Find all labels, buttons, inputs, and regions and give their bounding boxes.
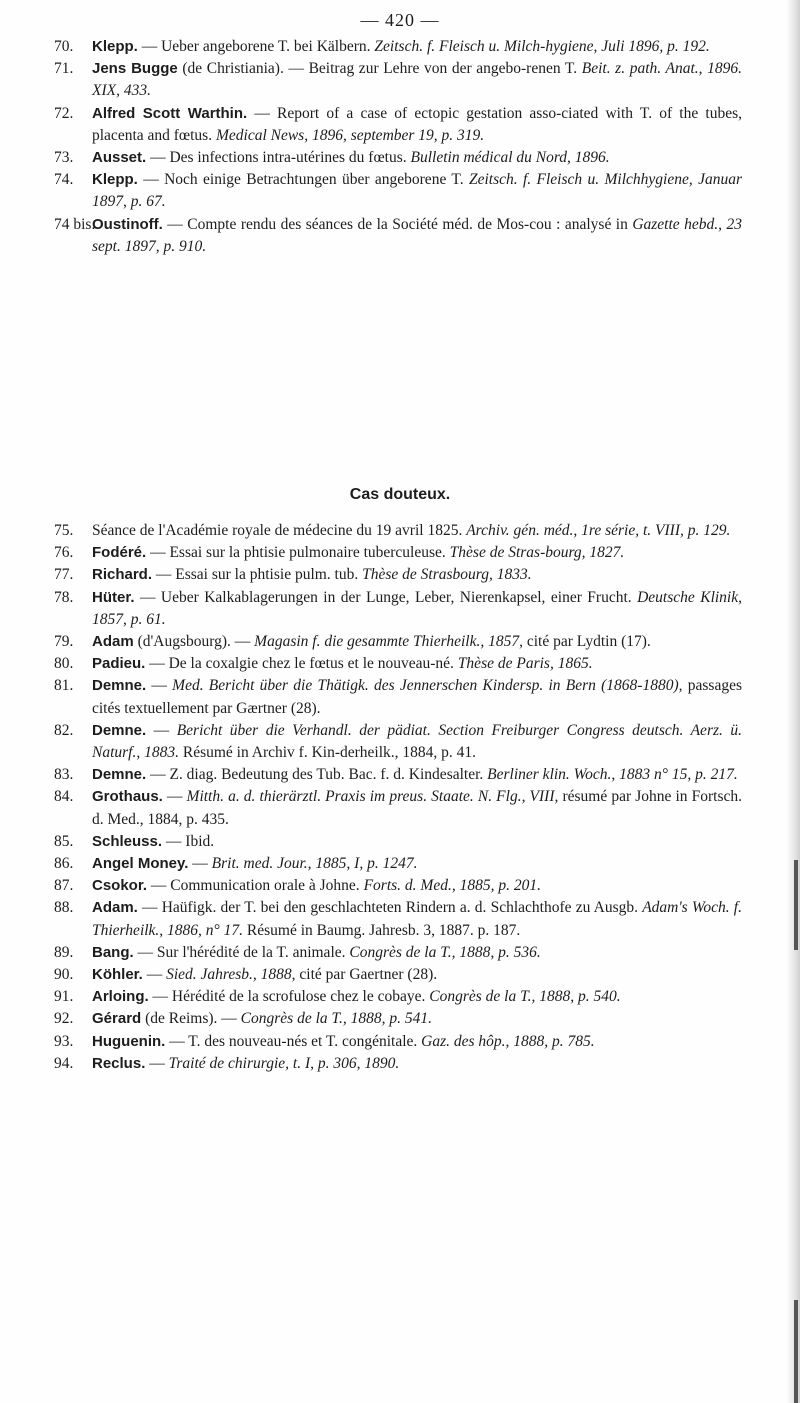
reference-text: Séance de l'Académie royale de médecine du 19 avril 1825. xyxy=(92,522,467,539)
reference-citation: Mitth. a. d. thierärztl. Praxis im preus. Staate. N. Flg., VIII, xyxy=(186,788,559,806)
reference-entry xyxy=(0,764,800,786)
reference-list-bottom xyxy=(0,520,800,1075)
reference-text: — Sur l'hérédité de la T. animale. xyxy=(133,943,350,961)
reference-author: Richard. xyxy=(92,566,153,584)
reference-text: — xyxy=(188,855,212,873)
reference-text: — T. des nouveau-nés et T. congénitale. xyxy=(165,1032,422,1050)
reference-number: 94. xyxy=(54,1054,74,1072)
reference-entry xyxy=(0,1008,800,1030)
reference-citation: Magasin f. die gesammte Thierheilk., 1857, xyxy=(254,633,523,651)
reference-author: Adam. xyxy=(92,899,138,917)
reference-entry xyxy=(0,964,800,986)
reference-citation: Forts. d. Med., 1885, p. 201. xyxy=(363,877,541,895)
reference-text: — xyxy=(142,966,167,984)
reference-text: — xyxy=(162,788,187,806)
reference-number: 70. xyxy=(54,38,74,55)
reference-author: Gérard xyxy=(92,1010,142,1028)
reference-number: 79. xyxy=(54,633,74,651)
reference-entry xyxy=(0,875,800,897)
reference-number: 74. xyxy=(54,171,74,189)
reference-author: Arloing. xyxy=(92,988,149,1006)
reference-author: Oustinoff. xyxy=(92,215,163,233)
reference-author: Fodéré. xyxy=(92,544,147,562)
reference-citation: Thèse de Stras-bourg, 1827. xyxy=(449,544,625,562)
reference-author: Huguenin. xyxy=(92,1032,166,1050)
reference-tail: cité par Lydtin (17). xyxy=(522,633,651,651)
reference-author: Csokor. xyxy=(92,877,148,895)
reference-tail: Résumé in Baumg. Jahresb. 3, 1887. p. 187. xyxy=(243,921,521,939)
reference-text: (d'Augsbourg). — xyxy=(133,633,255,651)
reference-text: — Essai sur la phtisie pulmonaire tuberculeuse. xyxy=(146,544,450,562)
reference-number: 93. xyxy=(54,1032,74,1050)
reference-entry xyxy=(0,214,800,258)
reference-number: 82. xyxy=(54,721,74,739)
reference-author: Jens Bugge xyxy=(92,60,178,78)
reference-author: Klepp. xyxy=(92,171,138,189)
reference-citation: Zeitsch. f. Fleisch u. Milch-hygiene, Juli 1896, p. 192. xyxy=(374,38,710,55)
reference-number: 85. xyxy=(54,832,74,850)
reference-citation: Zeitsch. f. Fleisch u. Milchhygiene, Januar 1897, p. 67. xyxy=(92,171,742,211)
reference-number: 73. xyxy=(54,149,74,167)
reference-author: Ausset. xyxy=(92,149,147,167)
reference-number: 78. xyxy=(54,588,74,606)
reference-number: 91. xyxy=(54,988,74,1006)
section-title: Cas douteux. xyxy=(349,486,451,503)
reference-entry xyxy=(0,36,800,58)
reference-text: (de Christiania). — Beitrag zur Lehre von der angebo-renen T. xyxy=(177,60,582,78)
reference-number: 92. xyxy=(54,1010,74,1028)
reference-citation: Congrès de la T., 1888, p. 540. xyxy=(429,988,621,1006)
reference-text: — Des infections intra-utérines du fœtus. xyxy=(146,149,411,167)
reference-entry xyxy=(0,103,800,147)
reference-author: Köhler. xyxy=(92,966,143,984)
reference-number: 71. xyxy=(54,60,74,78)
reference-text: — Z. diag. Bedeutung des Tub. Bac. f. d. Kindesalter. xyxy=(146,766,488,784)
reference-entry xyxy=(0,564,800,586)
reference-number: 90. xyxy=(54,966,74,984)
reference-entry xyxy=(0,675,800,719)
reference-author: Hüter. xyxy=(92,588,135,606)
reference-number: 81. xyxy=(54,677,74,695)
reference-number: 86. xyxy=(54,855,74,873)
reference-tail: passages cités textuellement par Gærtner (28). xyxy=(92,677,742,717)
reference-text: — Compte rendu des séances de la Société méd. de Mos-cou : analysé in xyxy=(162,215,633,233)
reference-text: — Report of a case of ectopic gestation asso-ciated with T. of the tubes, placenta and fœtus. xyxy=(92,104,742,144)
reference-entry xyxy=(0,631,800,653)
reference-citation: Med. Bericht über die Thätigk. des Jennerschen Kindersp. in Bern (1868-1880), xyxy=(172,677,683,695)
reference-citation: Archiv. gén. méd., 1re série, t. VIII, p. 129. xyxy=(466,522,731,539)
reference-citation: Deutsche Klinik, 1857, p. 61. xyxy=(92,588,742,628)
reference-number: 89. xyxy=(54,943,74,961)
reference-number: 83. xyxy=(54,766,74,784)
reference-citation: Bulletin médical du Nord, 1896. xyxy=(410,149,610,167)
reference-author: Schleuss. xyxy=(92,832,163,850)
reference-citation: Gaz. des hôp., 1888, p. 785. xyxy=(421,1032,595,1050)
reference-citation: Congrès de la T., 1888, p. 541. xyxy=(240,1010,432,1028)
reference-author: Demne. xyxy=(92,677,147,695)
reference-text: — Communication orale à Johne. xyxy=(147,877,364,895)
reference-citation: Thèse de Strasbourg, 1833. xyxy=(362,566,532,584)
reference-author: Alfred Scott Warthin. xyxy=(92,104,248,122)
reference-author: Bang. xyxy=(92,943,134,961)
reference-entry xyxy=(0,1053,800,1075)
reference-number: 76. xyxy=(54,544,74,562)
reference-text: — Ueber Kalkablagerungen in der Lunge, Leber, Nierenkapsel, einer Frucht. xyxy=(134,588,638,606)
reference-entry xyxy=(0,587,800,631)
reference-text: — Essai sur la phtisie pulm. tub. xyxy=(152,566,363,584)
reference-entry xyxy=(0,542,800,564)
reference-tail: cité par Gaertner (28). xyxy=(295,966,438,984)
page-number: — 420 — xyxy=(360,10,440,30)
reference-text: — xyxy=(146,677,173,695)
reference-list-top xyxy=(0,36,800,258)
reference-entry xyxy=(0,169,800,213)
reference-citation: Sied. Jahresb., 1888, xyxy=(166,966,296,984)
reference-entry xyxy=(0,720,800,764)
reference-citation: Berliner klin. Woch., 1883 n° 15, p. 217. xyxy=(487,766,738,784)
reference-text: — De la coxalgie chez le fœtus et le nouveau-né. xyxy=(145,655,458,673)
reference-text: — Noch einige Betrachtungen über angeborene T. xyxy=(137,171,469,189)
reference-number: 74 bis. xyxy=(54,215,96,233)
reference-author: Reclus. xyxy=(92,1054,146,1072)
reference-entry xyxy=(0,831,800,853)
reference-entry xyxy=(0,986,800,1008)
reference-citation: Medical News, 1896, september 19, p. 319. xyxy=(215,126,485,144)
reference-author: Adam xyxy=(92,633,134,651)
reference-number: 80. xyxy=(54,655,74,673)
reference-text: — Hérédité de la scrofulose chez le cobaye. xyxy=(148,988,430,1006)
reference-text: — Ibid. xyxy=(162,832,215,850)
reference-citation: Adam's Woch. f. Thierheilk., 1886, n° 17. xyxy=(92,899,742,939)
reference-citation: Traité de chirurgie, t. I, p. 306, 1890. xyxy=(168,1054,400,1072)
reference-author: Angel Money. xyxy=(92,855,189,873)
reference-author: Padieu. xyxy=(92,655,146,673)
reference-entry xyxy=(0,853,800,875)
reference-tail: résumé par Johne in Fortsch. d. Med., 1884, p. 435. xyxy=(92,788,742,828)
reference-author: Klepp. xyxy=(92,38,138,55)
reference-number: 77. xyxy=(54,566,74,584)
reference-entry xyxy=(0,520,800,542)
reference-text: — xyxy=(145,1054,169,1072)
reference-number: 84. xyxy=(54,788,74,806)
reference-citation: Thèse de Paris, 1865. xyxy=(457,655,593,673)
reference-author: Demne. xyxy=(92,721,147,739)
reference-entry xyxy=(0,58,800,102)
reference-text: — Ueber angeborene T. bei Kälbern. xyxy=(137,38,375,55)
reference-text: — Haüfigk. der T. bei den geschlachteten Rindern a. d. Schlachthofe zu Ausgb. xyxy=(137,899,643,917)
reference-entry xyxy=(0,942,800,964)
reference-author: Demne. xyxy=(92,766,147,784)
reference-citation: Brit. med. Jour., 1885, I, p. 1247. xyxy=(211,855,418,873)
reference-text: (de Reims). — xyxy=(141,1010,241,1028)
reference-citation: Congrès de la T., 1888, p. 536. xyxy=(349,943,541,961)
reference-tail: Résumé in Archiv f. Kin-derheilk., 1884, p. 41. xyxy=(178,744,477,762)
reference-citation: Bericht über die Verhandl. der pädiat. Section Freiburger Congress deutsch. Aerz. ü. Naturf., 1883. xyxy=(92,721,742,762)
reference-author: Grothaus. xyxy=(92,788,163,806)
reference-entry xyxy=(0,897,800,941)
reference-text: — xyxy=(146,721,177,739)
reference-number: 88. xyxy=(54,899,74,917)
reference-citation: Gazette hebd., 23 sept. 1897, p. 910. xyxy=(92,215,742,255)
reference-number: 87. xyxy=(54,877,74,895)
reference-entry xyxy=(0,147,800,169)
reference-number: 75. xyxy=(54,522,74,539)
reference-citation: Beit. z. path. Anat., 1896. XIX, 433. xyxy=(92,60,742,100)
reference-entry xyxy=(0,653,800,675)
reference-entry xyxy=(0,1031,800,1053)
reference-entry xyxy=(0,786,800,830)
reference-number: 72. xyxy=(54,104,74,122)
